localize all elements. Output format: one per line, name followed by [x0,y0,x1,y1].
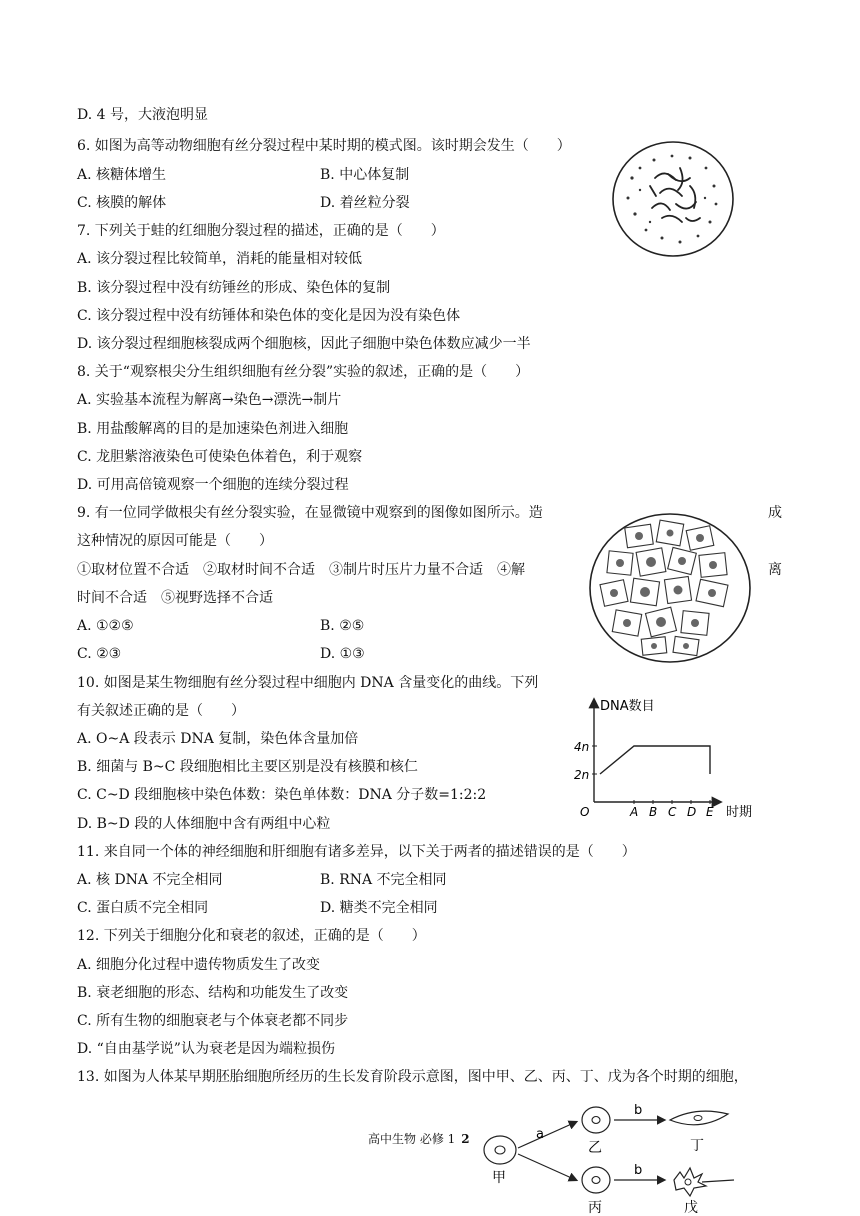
q13-stem: 13. 如图为人体某早期胚胎细胞所经历的生长发育阶段示意图，图中甲、乙、丙、丁、戊为各个时期的细胞， [77,1069,748,1085]
q9-choices-line1: ①取材位置不合适 ②取材时间不合适 ③制片时压片力量不合适 ④解 [77,562,525,578]
label-wu: 戊 [684,1200,698,1216]
q8-option-d: D. 可用高倍镜观察一个细胞的连续分裂过程 [77,477,349,493]
cell-ding-nucleus [694,1116,702,1121]
q10-stem-line2: 有关叙述正确的是（ ） [77,703,245,719]
arrow-a-up [518,1122,576,1148]
label-jia: 甲 [492,1170,506,1186]
x-tick-E: E [706,805,714,819]
option-4-line: D. 4 号，大液泡明显 [77,107,208,123]
q9-option-d: D. ①③ [320,646,365,662]
q9-right-char-1: 成 [768,505,782,521]
arrow-a-down [518,1154,576,1180]
q10-dna-chart [570,690,770,824]
q7-option-b: B. 该分裂过程中没有纺锤丝的形成、染色体的复制 [77,280,391,296]
page-number: 2 [461,1132,470,1146]
q8-stem: 8. 关于“观察根尖分生组织细胞有丝分裂”实验的叙述，正确的是（ ） [77,364,530,380]
q9-right-char-2: 离 [768,562,782,578]
q10-option-b: B. 细菌与 B~C 段细胞相比主要区别是没有核膜和核仁 [77,759,418,775]
q8-option-c: C. 龙胆紫溶液染色可使染色体着色，利于观察 [77,449,363,465]
x-tick-A: A [630,805,639,819]
q6-option-c: C. 核膜的解体 [77,195,167,211]
q12-option-d: D. “自由基学说”认为衰老是因为端粒损伤 [77,1041,335,1057]
q7-option-d: D. 该分裂过程细胞核裂成两个细胞核，因此子细胞中染色体数应减少一半 [77,336,531,352]
q10-option-a: A. O~A 段表示 DNA 复制，染色体含量加倍 [77,731,359,747]
q9-stem-line2: 这种情况的原因可能是（ ） [77,533,273,549]
q12-option-b: B. 衰老细胞的形态、结构和功能发生了改变 [77,985,349,1001]
q7-stem: 7. 下列关于蛙的红细胞分裂过程的描述，正确的是（ ） [77,223,445,239]
q6-option-b: B. 中心体复制 [320,167,410,183]
q6-option-d: D. 着丝粒分裂 [320,195,410,211]
y-axis-label: DNA数目 [600,699,655,714]
q7-option-a: A. 该分裂过程比较简单，消耗的能量相对较低 [77,251,363,267]
q9-option-a: A. ①②⑤ [77,618,134,634]
q12-stem: 12. 下列关于细胞分化和衰老的叙述，正确的是（ ） [77,928,426,944]
q11-option-d: D. 糖类不完全相同 [320,900,438,916]
q6-cell-figure [610,138,736,260]
label-ding: 丁 [690,1138,704,1154]
x-tick-O: O [580,805,590,819]
x-tick-C: C [668,805,677,819]
arrow-label-b-bottom: b [634,1163,643,1178]
label-bing: 丙 [588,1200,602,1216]
cell-yi-nucleus [592,1117,600,1124]
q9-stem-line1: 9. 有一位同学做根尖有丝分裂实验，在显微镜中观察到的图像如图所示。造 [77,505,543,521]
q9-microscope-figure [588,512,752,664]
arrow-label-a: a [536,1127,544,1142]
q11-option-c: C. 蛋白质不完全相同 [77,900,209,916]
q10-option-c: C. C~D 段细胞核中染色体数：染色单体数：DNA 分子数=1:2:2 [77,787,487,803]
q13-diagram [478,1098,738,1216]
arrow-label-b-top: b [634,1103,643,1118]
y-tick-2n: 2n [574,768,590,782]
cell-wu-axon [702,1180,734,1182]
label-yi: 乙 [588,1140,602,1156]
q6-stem: 6. 如图为高等动物细胞有丝分裂过程中某时期的模式图。该时期会发生（ ） [77,138,571,154]
x-tick-B: B [649,805,658,819]
y-tick-4n: 4n [574,740,590,754]
dna-series-line [600,746,710,774]
q9-option-c: C. ②③ [77,646,122,662]
q7-option-c: C. 该分裂过程中没有纺锤体和染色体的变化是因为没有染色体 [77,308,461,324]
q8-option-b: B. 用盐酸解离的目的是加速染色剂进入细胞 [77,421,349,437]
q12-option-c: C. 所有生物的细胞衰老与个体衰老都不同步 [77,1013,349,1029]
q11-option-b: B. RNA 不完全相同 [320,872,447,888]
q10-option-d: D. B~D 段的人体细胞中含有两组中心粒 [77,816,331,832]
q11-option-a: A. 核 DNA 不完全相同 [77,872,223,888]
q6-option-a: A. 核糖体增生 [77,167,167,183]
page-footer [368,1130,470,1147]
q9-option-b: B. ②⑤ [320,618,365,634]
q11-stem: 11. 来自同一个体的神经细胞和肝细胞有诸多差异，以下关于两者的描述错误的是（ ） [77,844,636,860]
q12-option-a: A. 细胞分化过程中遗传物质发生了改变 [77,957,321,973]
cell-bing-nucleus [592,1177,600,1184]
footer-text: 高中生物 必修 1 [368,1132,456,1146]
q10-stem-line1: 10. 如图是某生物细胞有丝分裂过程中细胞内 DNA 含量变化的曲线。下列 [77,675,539,691]
x-tick-D: D [687,805,697,819]
q9-choices-line2: 时间不合适 ⑤视野选择不合适 [77,590,273,606]
cell-wu-nucleus [685,1179,691,1185]
x-axis-label: 时期 [726,805,753,820]
q8-option-a: A. 实验基本流程为解离→染色→漂洗→制片 [77,392,342,408]
cell-jia-nucleus [495,1146,505,1154]
